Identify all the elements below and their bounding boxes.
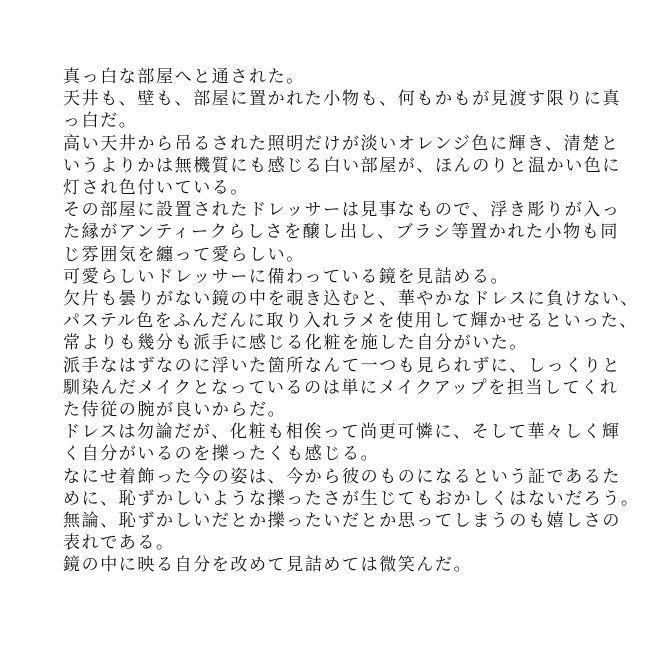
text-line: た侍従の腕が良いからだ。 [63, 400, 287, 421]
text-line: 可愛らしいドレッサーに備わっている鏡を見詰める。 [63, 266, 510, 287]
text-line: その部屋に設置されたドレッサーは見事なもので、浮き彫りが入っ [63, 200, 621, 221]
text-line: 灯され色付いている。 [63, 178, 249, 199]
text-line: めに、恥ずかしいような擽ったさが生じてもおかしくはないだろう。 [63, 488, 640, 509]
text-line: 表れである。 [63, 533, 175, 554]
text-line: 鏡の中に映る自分を改めて見詰めては微笑んだ。 [63, 555, 473, 576]
text-line: じ雰囲気を纏って愛らしい。 [63, 244, 305, 265]
text-line: 常よりも幾分も派手に感じる化粧を施した自分がいた。 [63, 333, 528, 354]
body-text [63, 66, 640, 577]
text-line: 真っ白な部屋へと通された。 [63, 67, 305, 87]
text-line: いうよりかは無機質にも感じる白い部屋が、ほんのりと温かい色に [63, 155, 621, 176]
text-line: た縁がアンティークらしさを醸し出し、ブラシ等置かれた小物も同 [63, 222, 619, 243]
text-line: ドレスは勿論だが、化粧も相俟って尚更可憐に、そして華々しく輝 [63, 422, 621, 443]
text-line: なにせ着飾った今の姿は、今から彼のものになるという証であるた [63, 466, 621, 487]
text-line: く自分がいるのを擽ったくも感じる。 [63, 444, 380, 465]
text-line: パステル色をふんだんに取り入れラメを使用して輝かせるといった、 [63, 311, 638, 332]
text-line: っ白だ。 [63, 111, 138, 132]
text-line: 欠片も曇りがない鏡の中を覗き込むと、華やかなドレスに負けない、 [63, 289, 640, 310]
text-line: 高い天井から吊るされた照明だけが淡いオレンジ色に輝き、清楚と [63, 133, 620, 154]
text-line: 無論、恥ずかしいだとか擽ったいだとか思ってしまうのも嬉しさの [63, 511, 621, 532]
text-line: 派手なはずなのに浮いた箇所なんて一つも見られずに、しっくりと [63, 355, 621, 376]
text-line: 天井も、壁も、部屋に置かれた小物も、何もかもが見渡す限りに真 [63, 89, 621, 110]
text-line: 馴染んだメイクとなっているのは単にメイクアップを担当してくれ [63, 377, 619, 398]
